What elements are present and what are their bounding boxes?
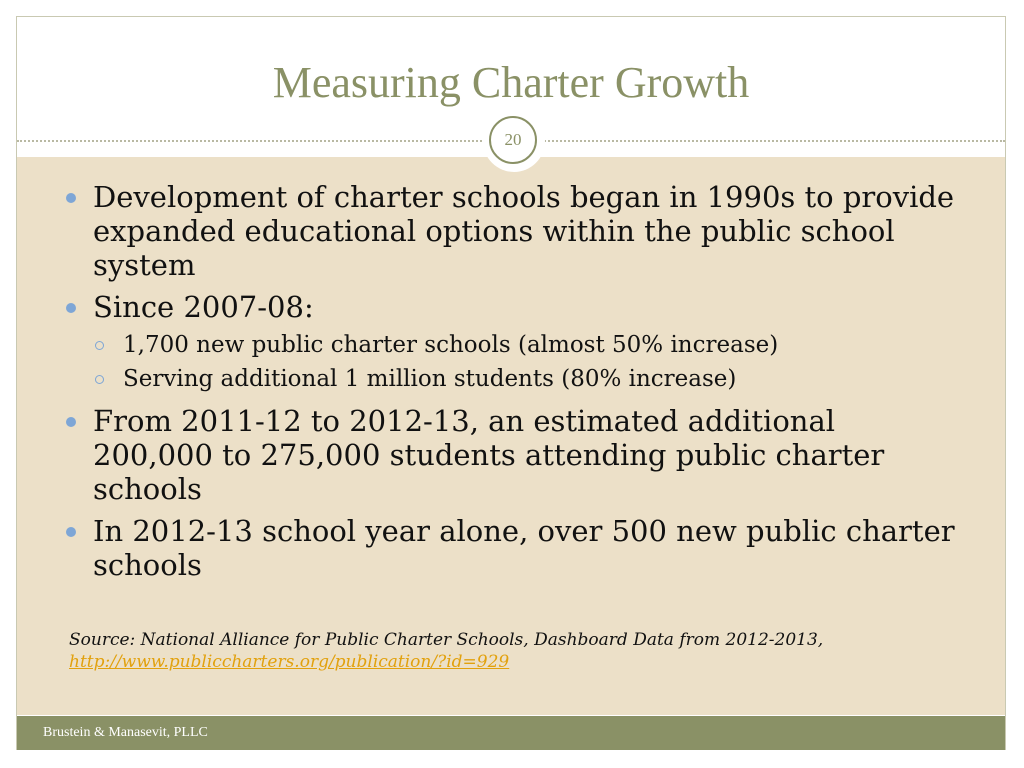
sub-bullet-item (93, 362, 964, 396)
bullet-text: Since 2007-08: (93, 290, 314, 324)
ring-bullet-icon (95, 375, 104, 384)
bullet-text: Development of charter schools began in 1990s to provide expanded educational options within the public school system (93, 180, 955, 282)
sub-bullet-text: 1,700 new public charter schools (almost 50% increase) (123, 332, 779, 358)
source-link[interactable]: http://www.publiccharters.org/publication/?id=929 (69, 652, 510, 672)
bullet-text: In 2012-13 school year alone, over 500 new public charter schools (93, 514, 955, 582)
bullet-item (64, 180, 964, 282)
bullet-dot-icon (66, 417, 76, 427)
page-number: 20 (489, 116, 537, 164)
sub-bullet-item (93, 328, 964, 362)
bullet-dot-icon (66, 193, 76, 203)
bullet-dot-icon (66, 527, 76, 537)
sub-bullet-text: Serving additional 1 million students (80% increase) (123, 366, 737, 392)
bullet-item (64, 290, 964, 396)
bullet-item (64, 404, 964, 506)
source-citation (69, 629, 969, 673)
bullet-list (64, 180, 964, 590)
bullet-dot-icon (66, 303, 76, 313)
bullet-text: From 2011-12 to 2012-13, an estimated additional 200,000 to 275,000 students attending public charter schools (93, 404, 885, 506)
footer-bar (17, 716, 1005, 750)
ring-bullet-icon (95, 341, 104, 350)
footer-text: Brustein & Manasevit, PLLC (43, 725, 208, 740)
slide-title: Measuring Charter Growth (272, 58, 750, 107)
bullet-item (64, 514, 964, 582)
source-text: Source: National Alliance for Public Charter Schools, Dashboard Data from 2012-2013, (69, 630, 824, 650)
sub-bullet-list (93, 328, 964, 396)
